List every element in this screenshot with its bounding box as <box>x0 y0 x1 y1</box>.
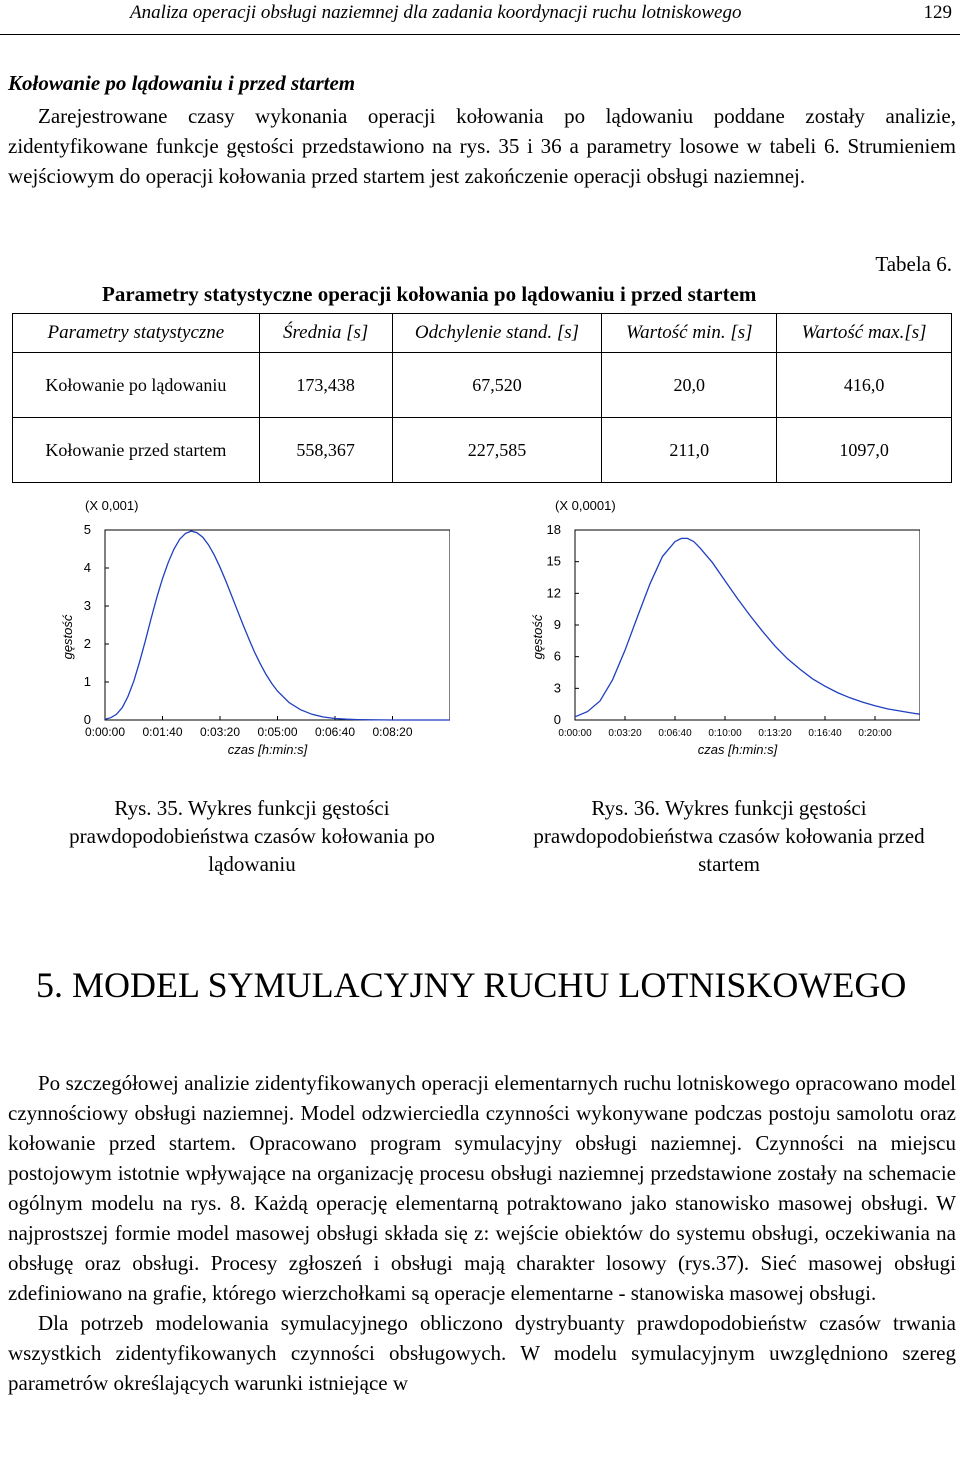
y-tick-label: 0 <box>553 712 561 727</box>
table-header-cell: Średnia [s] <box>259 314 392 353</box>
section-title: Kołowanie po lądowaniu i przed startem <box>8 71 356 95</box>
table-row <box>13 353 952 418</box>
table-header-cell: Wartość max.[s] <box>777 314 952 353</box>
x-tick-label: 0:08:20 <box>372 725 413 739</box>
y-tick-label: 3 <box>83 598 91 613</box>
y-tick-label: 12 <box>546 585 561 601</box>
density-chart-2-svg <box>520 492 920 774</box>
y-tick-label: 4 <box>83 560 91 575</box>
x-axis-label: czas [h:min:s] <box>227 742 308 757</box>
x-tick-label: 0:05:00 <box>257 725 298 739</box>
chapter-heading: 5. MODEL SYMULACYJNY RUCHU LOTNISKOWEGO <box>36 965 907 1005</box>
statistics-table <box>12 313 952 483</box>
y-tick-label: 6 <box>553 648 561 664</box>
density-chart-1-svg <box>50 492 450 774</box>
y-tick-label: 18 <box>546 522 561 537</box>
table-cell: 1097,0 <box>777 418 952 483</box>
paragraph-text: Zarejestrowane czasy wykonania operacji kołowania po lądowaniu poddane zostały analizie, zidentyfikowane funkcje gęstości przedstawiono na rys. 35 i 36 a parametry losowe w tabeli 6. Strumieniem wejściowym do operacji kołowania przed startem jest zakończenie operacji obsługi naziemnej. <box>8 104 956 188</box>
density-series-line <box>575 538 920 716</box>
running-header <box>0 0 960 35</box>
x-tick-label: 0:16:40 <box>808 728 842 739</box>
paragraph-text: Po szczegółowej analizie zidentyfikowanych operacji elementarnych ruchu lotniskowego opracowano model czynnościowy obsługi naziemnej. Model odzwierciedla czynności wykonywane podczas postoju samolotu oraz kołowanie przed startem. Opracowano program symulacyjny obsługi naziemnej. Czynności na miejscu postojowym istotnie wpływające na organizację procesu obsługi naziemnej przedstawione zostały na schemacie ogólnym modelu na rys. 8. Każdą operację elementarną potraktowano jako stanowisko masowej obsługi. W najprostszej formie model masowej obsługi składa się z: wejście obiektów do systemu obsługi, oczekiwania na obsługę oraz obsługi. Procesy zgłoszeń i obsługi mają charakter losowy (rys.37). Sieć masowej obsługi zdefiniowano na grafie, którego wierzchołkami są operacje elementarne - stanowiska masowej obsługi. <box>8 1071 956 1305</box>
x-axis-label: czas [h:min:s] <box>697 742 778 757</box>
table-row <box>13 418 952 483</box>
density-series-line <box>105 531 450 720</box>
y-tick-label: 5 <box>83 522 91 537</box>
table-cell: 20,0 <box>602 353 777 418</box>
x-tick-label: 0:00:00 <box>84 725 126 739</box>
x-tick-label: 0:03:20 <box>199 725 241 739</box>
table-cell: 211,0 <box>602 418 777 483</box>
table-cell: 558,367 <box>259 418 392 483</box>
table-cell: Kołowanie po lądowaniu <box>13 353 260 418</box>
x-tick-label: 0:06:40 <box>314 725 356 739</box>
figure-caption-35: Rys. 35. Wykres funkcji gęstości prawdopodobieństwa czasów kołowania po lądowaniu <box>69 796 435 876</box>
x-tick-label: 0:01:40 <box>142 725 183 739</box>
y-axis-label: gęstość <box>530 614 545 660</box>
x-tick-label: 0:13:20 <box>758 728 792 739</box>
table-cell: 67,520 <box>392 353 602 418</box>
density-chart-1 <box>50 492 450 779</box>
y-tick-label: 1 <box>83 674 91 689</box>
x-tick-label: 0:03:20 <box>608 728 642 739</box>
chapter-body <box>8 1068 956 1398</box>
plot-frame <box>575 530 920 720</box>
x-tick-label: 0:00:00 <box>558 728 592 739</box>
section-paragraph <box>8 101 956 191</box>
x-tick-label: 0:10:00 <box>708 728 742 739</box>
x-tick-label: 0:20:00 <box>858 728 892 739</box>
y-axis-label: gęstość <box>60 614 75 660</box>
y-multiplier-label: (X 0,001) <box>85 498 139 513</box>
y-tick-label: 15 <box>546 553 561 569</box>
density-chart-2 <box>520 492 920 779</box>
y-tick-label: 0 <box>83 712 91 727</box>
table-cell: 227,585 <box>392 418 602 483</box>
x-tick-label: 0:06:40 <box>658 728 692 739</box>
y-multiplier-label: (X 0,0001) <box>555 498 616 513</box>
table-cell: 173,438 <box>259 353 392 418</box>
table-header-row <box>13 314 952 353</box>
table-cell: Kołowanie przed startem <box>13 418 260 483</box>
table-cell: 416,0 <box>777 353 952 418</box>
table-label: Tabela 6. <box>875 252 952 276</box>
paragraph-text: Dla potrzeb modelowania symulacyjnego obliczono dystrybuanty prawdopodobieństw czasów trwania wszystkich zidentyfikowanych czynności obsługowych. W modelu symulacyjnym uwzględniono szereg parametrów określających warunki istniejące w <box>8 1311 956 1395</box>
table-header-cell: Wartość min. [s] <box>602 314 777 353</box>
y-tick-label: 2 <box>83 636 91 651</box>
table-header-cell: Odchylenie stand. [s] <box>392 314 602 353</box>
figure-caption-36: Rys. 36. Wykres funkcji gęstości prawdopodobieństwa czasów kołowania przed startem <box>533 796 925 876</box>
running-header-title: Analiza operacji obsługi naziemnej dla zadania koordynacji ruchu lotniskowego <box>130 2 742 23</box>
table-caption: Parametry statystyczne operacji kołowania po lądowaniu i przed startem <box>102 282 757 306</box>
y-tick-label: 9 <box>553 617 561 632</box>
table-header-cell: Parametry statystyczne <box>13 314 260 353</box>
y-tick-label: 3 <box>553 680 561 696</box>
page-number: 129 <box>923 2 952 23</box>
